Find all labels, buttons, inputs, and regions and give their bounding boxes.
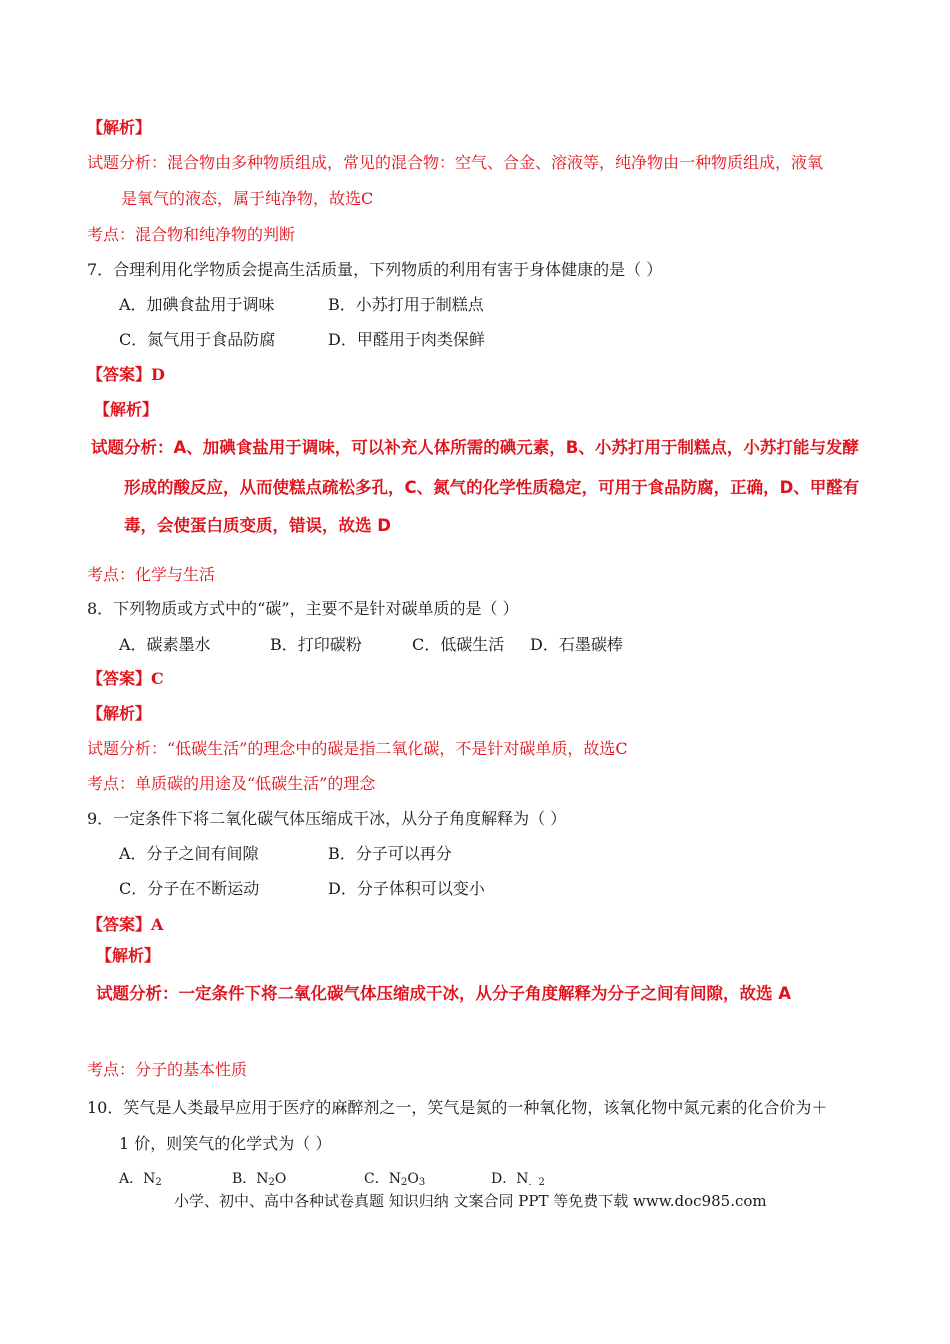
option-a: A．$N_2$	[119, 1171, 162, 1188]
option-c: C．氮气用于食品防腐	[119, 330, 276, 349]
kaodian: 考点：分子的基本性质	[87, 1060, 248, 1079]
analysis-line: 试题分析：混合物由多种物质组成，常见的混合物：空气、合金、溶液等，纯净物由一种物质组成，液氧	[87, 153, 824, 172]
option-d: D．石墨碳棒	[530, 635, 623, 654]
answer: 【答案】C	[87, 669, 164, 688]
option-b: B．打印碳粉	[270, 635, 362, 654]
question-stem: 1 价，则笑气的化学式为（ ）	[119, 1134, 332, 1153]
option-d: D．$N_{.2}$	[491, 1171, 545, 1188]
option-a: A．加碘食盐用于调味	[119, 295, 275, 314]
question-stem: 8．下列物质或方式中的“碳”，主要不是针对碳单质的是（ ）	[87, 599, 519, 618]
analysis-line: 试题分析：一定条件下将二氧化碳气体压缩成干冰，从分子角度解释为分子之间有间隙，故选 A	[96, 984, 792, 1003]
analysis-line: 是氧气的液态，属于纯净物，故选C	[121, 189, 374, 208]
option-a: A．分子之间有间隙	[119, 844, 259, 863]
analysis-line: 形成的酸反应，从而使糕点疏松多孔，C、氮气的化学性质稳定，可用于食品防腐，正确，D、甲醛有	[124, 478, 860, 497]
question-stem: 9．一定条件下将二氧化碳气体压缩成干冰，从分子角度解释为（ ）	[87, 809, 567, 828]
jiexi-label: 【解析】	[87, 118, 152, 137]
option-a: A．碳素墨水	[119, 635, 211, 654]
option-b: B．分子可以再分	[328, 844, 452, 863]
question-stem: 7．合理利用化学物质会提高生活质量，下列物质的利用有害于身体健康的是（ ）	[87, 260, 663, 279]
jiexi-label: 【解析】	[87, 704, 152, 723]
footer-ad: 小学、初中、高中各种试卷真题 知识归纳 文案合同 PPT 等免费下载 www.doc985.com	[174, 1192, 767, 1210]
option-c: C．低碳生活	[412, 635, 505, 654]
kaodian: 考点：化学与生活	[87, 565, 216, 584]
analysis-line: 试题分析：“低碳生活”的理念中的碳是指二氧化碳，不是针对碳单质，故选C	[87, 739, 628, 758]
jiexi-label: 【解析】	[96, 946, 161, 965]
kaodian: 考点：单质碳的用途及“低碳生活”的理念	[87, 774, 376, 793]
analysis-line: 毒，会使蛋白质变质，错误，故选 D	[124, 516, 391, 535]
answer: 【答案】D	[87, 365, 165, 384]
question-stem: 10．笑气是人类最早应用于医疗的麻醉剂之一，笑气是氮的一种氧化物，该氧化物中氮元素的化合价为＋	[87, 1098, 828, 1117]
option-b: B．小苏打用于制糕点	[328, 295, 484, 314]
option-c: C．分子在不断运动	[119, 879, 260, 898]
kaodian: 考点：混合物和纯净物的判断	[87, 225, 296, 244]
option-d: D．分子体积可以变小	[328, 879, 485, 898]
jiexi-label: 【解析】	[94, 400, 159, 419]
analysis-line: 试题分析：A、加碘食盐用于调味，可以补充人体所需的碘元素，B、小苏打用于制糕点，小苏打能与发酵	[91, 438, 859, 457]
option-c: C．$N_2O_3$	[364, 1171, 426, 1188]
answer: 【答案】A	[87, 915, 164, 934]
option-b: B．$N_2O$	[232, 1171, 287, 1188]
option-d: D．甲醛用于肉类保鲜	[328, 330, 485, 349]
